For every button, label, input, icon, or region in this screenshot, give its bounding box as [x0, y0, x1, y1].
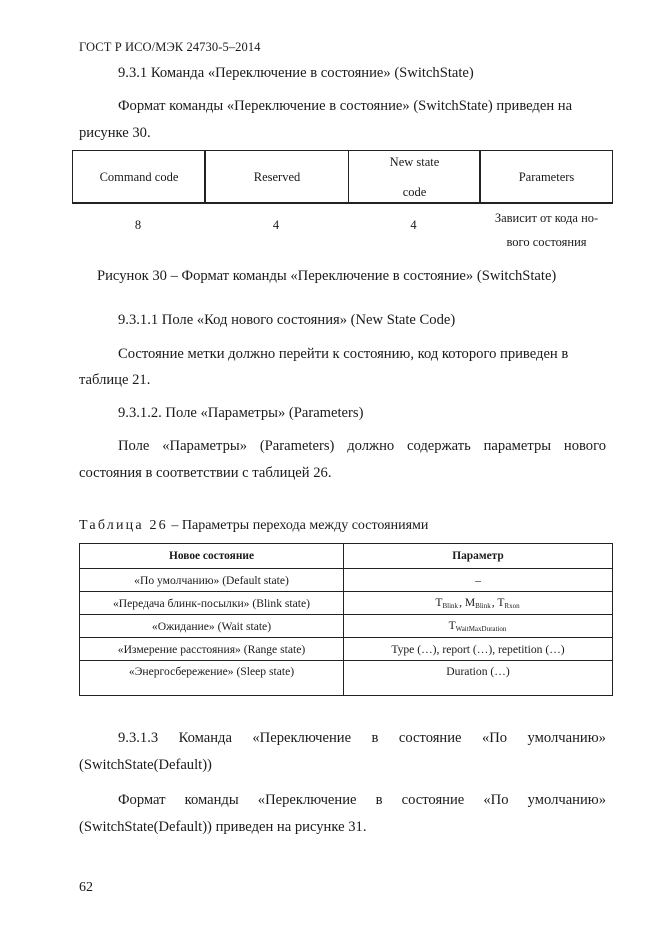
cell-param — [344, 592, 613, 615]
table-26-title — [79, 518, 428, 534]
field-parameters: Parameters — [518, 169, 575, 184]
header-new-state: Новое состояние — [80, 544, 344, 569]
document-header: ГОСТ Р ИСО/МЭК 24730-5–2014 — [79, 40, 261, 54]
bits-reserved: 4 — [272, 218, 280, 232]
section-heading-9-3-1-2: 9.3.1.2. Поле «Параметры» (Parameters) — [118, 405, 364, 421]
paragraph-format31-line1 — [118, 790, 606, 810]
figure-30-format-table — [72, 150, 613, 204]
page-number: 62 — [79, 880, 93, 895]
bits-new-state: 4 — [410, 218, 417, 232]
field-new-state-line1: New state — [389, 155, 440, 169]
cell-param: – — [344, 569, 613, 592]
bits-parameters-line2: вого состояния — [506, 235, 587, 249]
paragraph-params-line2: состояния в соответствии с таблицей 26. — [79, 465, 332, 481]
cell-param: Type (…), report (…), repetition (…) — [344, 638, 613, 661]
word: в — [371, 730, 379, 746]
word: состояние — [398, 730, 462, 746]
section-heading-9-3-1-3-line2: (SwitchState(Default)) — [79, 757, 212, 773]
field-new-state-line2: code — [402, 185, 427, 199]
param-symbol: , M — [459, 596, 476, 609]
param-subscript: Rxon — [504, 602, 520, 610]
param-symbol: , T — [491, 596, 505, 609]
table-row — [80, 569, 613, 592]
word: 9.3.1.3 — [118, 730, 159, 746]
paragraph-format31-line2: (SwitchState(Default)) приведен на рисунке 31. — [79, 819, 367, 835]
word: умолчанию» — [527, 730, 606, 746]
table-26-label: Таблица 26 — [79, 518, 168, 533]
word: команды — [184, 792, 239, 808]
header-parameter: Параметр — [344, 544, 613, 569]
paragraph-format-line1: Формат команды «Переключение в состояние» (SwitchState) приведен на — [118, 98, 573, 114]
paragraph-state-line2: таблице 21. — [79, 372, 151, 388]
cell-state: «Измерение расстояния» (Range state) — [80, 638, 344, 661]
figure-30-caption: Рисунок 30 – Формат команды «Переключение в состояние» (SwitchState) — [97, 268, 557, 284]
table-header-row — [80, 544, 613, 569]
word: Команда — [178, 730, 232, 746]
cell-state: «Ожидание» (Wait state) — [80, 615, 344, 638]
word: «По — [483, 792, 509, 808]
word: в — [375, 792, 383, 808]
table-row — [80, 592, 613, 615]
param-subscript: WaitMaxDuration — [455, 625, 507, 633]
cell-state: «По умолчанию» (Default state) — [80, 569, 344, 592]
table-row — [80, 638, 613, 661]
field-command-code: Command code — [99, 169, 179, 184]
table-row — [80, 661, 613, 696]
paragraph-params-line1: Поле «Параметры» (Parameters) должно содержать параметры нового — [118, 438, 606, 454]
word: состояние — [401, 792, 465, 808]
param-symbol: T — [435, 596, 443, 609]
word: умолчанию» — [527, 792, 606, 808]
bits-parameters — [480, 206, 613, 254]
param-symbol: T — [448, 619, 456, 632]
cell-param — [344, 615, 613, 638]
section-heading-9-3-1-1: 9.3.1.1 Поле «Код нового состояния» (New State Code) — [118, 312, 456, 328]
section-heading-9-3-1-3-line1 — [118, 728, 606, 748]
cell-param: Duration (…) — [344, 661, 613, 696]
bits-parameters-line1: Зависит от кода но- — [494, 211, 599, 225]
section-heading-9-3-1: 9.3.1 Команда «Переключение в состояние» (SwitchState) — [118, 65, 474, 81]
param-subscript: Blink — [442, 602, 459, 610]
word: «По — [481, 730, 508, 746]
field-new-state-code — [349, 151, 480, 203]
table-row — [80, 615, 613, 638]
bits-command-code: 8 — [134, 218, 142, 232]
table-26 — [79, 543, 613, 696]
cell-state: «Энергосбережение» (Sleep state) — [80, 661, 344, 696]
word: Формат — [118, 792, 166, 808]
field-reserved: Reserved — [253, 169, 301, 184]
param-subscript: Blink — [475, 602, 491, 610]
cell-state: «Передача блинк-посылки» (Blink state) — [80, 592, 344, 615]
table-26-caption: – Параметры перехода между состояниями — [167, 518, 429, 533]
paragraph-format-line2: рисунке 30. — [79, 125, 151, 141]
paragraph-state-line1: Состояние метки должно перейти к состоянию, код которого приведен в — [118, 346, 569, 362]
word: «Переключение — [257, 792, 357, 808]
word: «Переключение — [252, 730, 352, 746]
